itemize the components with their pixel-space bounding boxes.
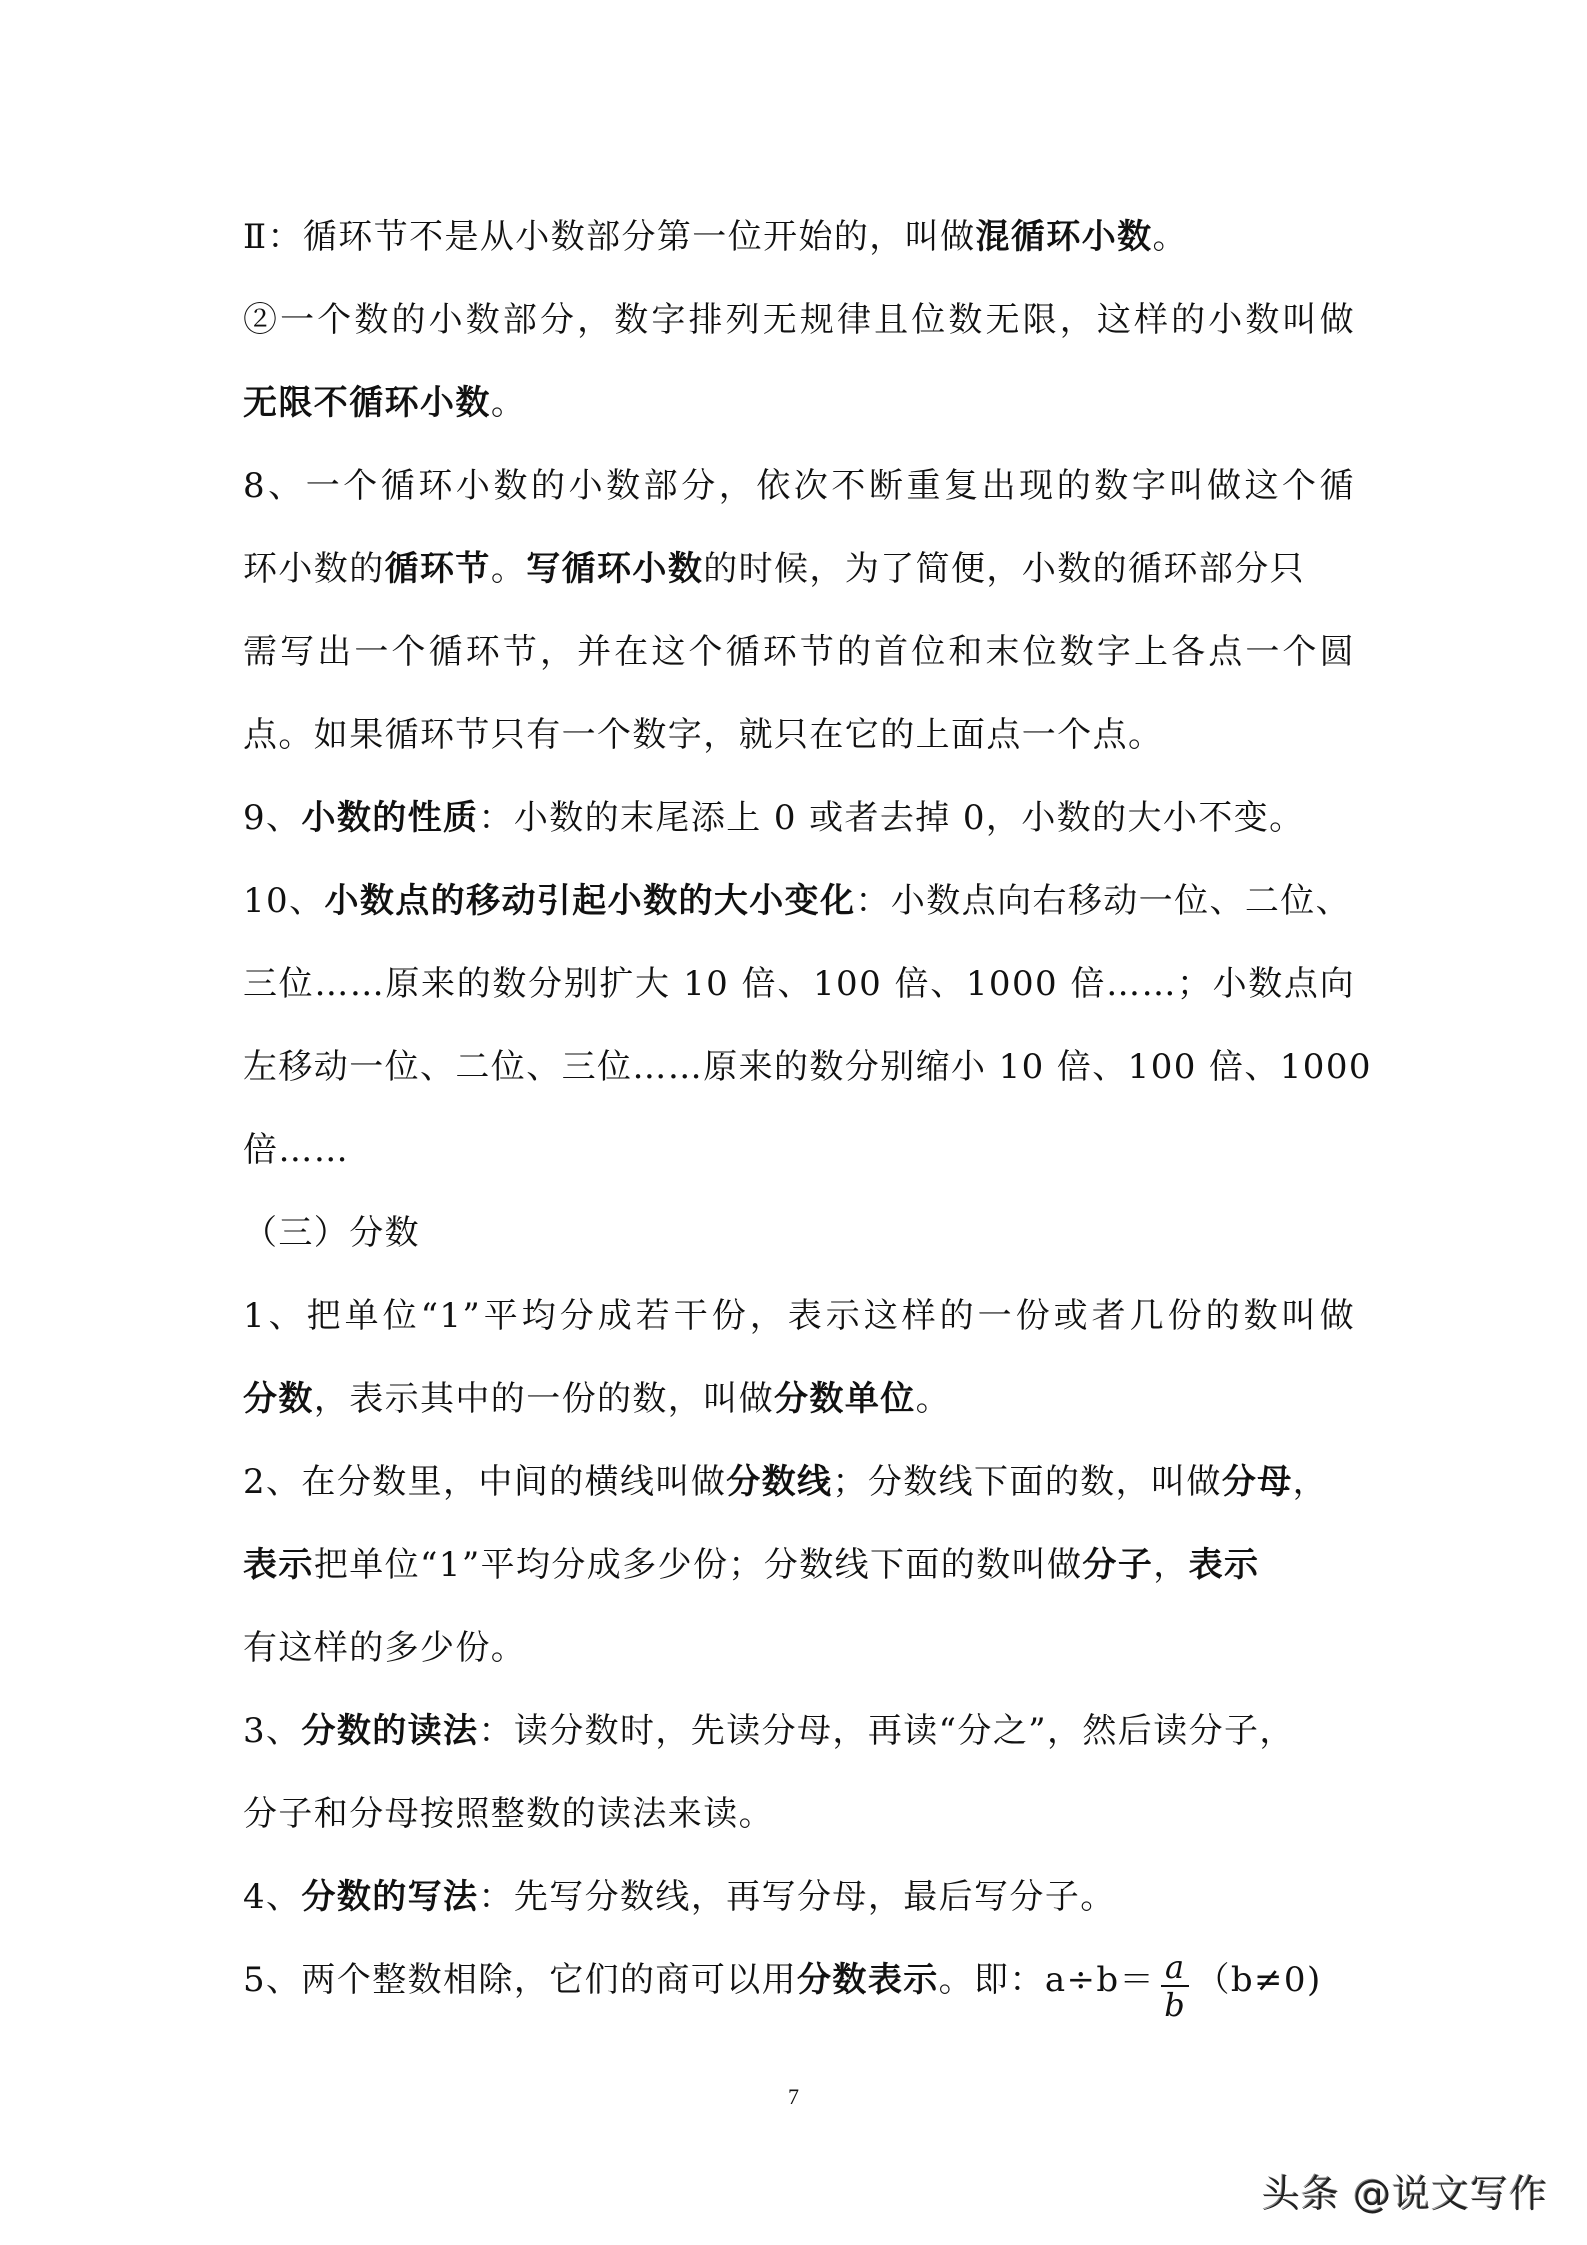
text-line [243, 1524, 1355, 1607]
term-fractional-unit: 分数单位 [774, 1379, 916, 1419]
text: 10、 [243, 881, 325, 921]
term-fraction: 分数 [243, 1379, 314, 1419]
document-body [243, 196, 1372, 2024]
text: 1、把单位“1”平均分成若干份，表示这样的一份或者几份的数叫做 [243, 1296, 1355, 1336]
text-line [243, 1690, 1355, 1773]
text-bold: 表示 [1188, 1545, 1260, 1585]
text-line [243, 611, 1355, 694]
term-fraction-representation: 分数表示 [797, 1960, 939, 2000]
text-line [243, 1441, 1355, 1524]
text: Ⅱ：循环节不是从小数部分第一位开始的，叫做 [243, 217, 976, 257]
text-line [243, 1109, 1355, 1192]
text: ，表示其中的一份的数，叫做 [313, 1379, 775, 1419]
text: 环小数的 [243, 549, 385, 589]
text: 分子和分母按照整数的读法来读。 [243, 1794, 774, 1834]
text: ：先写分数线，再写分母，最后写分子。 [478, 1877, 1116, 1917]
term-denominator: 分母 [1221, 1462, 1293, 1502]
text: 。 [1152, 217, 1188, 257]
text: 3、 [243, 1711, 302, 1751]
text: 。 [490, 383, 527, 423]
text: （b≠0) [1195, 1960, 1322, 2000]
text: ， [1153, 1545, 1189, 1585]
text-line [243, 196, 1355, 279]
text: 5、两个整数相除，它们的商可以用 [243, 1960, 798, 2000]
text-line [243, 528, 1355, 611]
text: 的时候，为了简便，小数的循环部分只 [703, 549, 1306, 589]
heading-fractions: （三）分数 [243, 1213, 420, 1253]
text: 左移动一位、二位、三位……原来的数分别缩小 10 倍、100 倍、1000 [243, 1047, 1372, 1087]
text-line [243, 1358, 1355, 1441]
text: 9、 [243, 798, 302, 838]
numerator: a [1161, 1949, 1189, 1987]
page-number: 7 [788, 2084, 799, 2109]
text: 。即：a÷b＝ [938, 1960, 1155, 2000]
text: ：读分数时，先读分母，再读“分之”，然后读分子， [478, 1711, 1295, 1751]
text-line [243, 1939, 1355, 2022]
term-decimal-point-shift: 小数点的移动引起小数的大小变化 [324, 881, 856, 921]
text: ；分数线下面的数，叫做 [832, 1462, 1222, 1502]
term-writing-fractions: 分数的写法 [301, 1877, 479, 1917]
text: 。 [490, 549, 527, 589]
text: 倍…… [243, 1130, 350, 1170]
text-line [243, 1275, 1355, 1358]
text-line [243, 777, 1355, 860]
text-line [243, 1607, 1355, 1690]
text: 8、一个循环小数的小数部分，依次不断重复出现的数字叫做这个循 [243, 466, 1355, 506]
text-bold: 表示 [243, 1545, 314, 1585]
text-line [243, 860, 1355, 943]
text-line [243, 362, 1355, 445]
text-line [243, 445, 1355, 528]
text-line [243, 1026, 1372, 1109]
term-irrational-decimal: 无限不循环小数 [243, 383, 491, 423]
term-repetend: 循环节 [384, 549, 491, 589]
text: 三位……原来的数分别扩大 10 倍、100 倍、1000 倍……；小数点向 [243, 964, 1355, 1004]
text: 把单位“1”平均分成多少份；分数线下面的数叫做 [313, 1545, 1083, 1585]
text-line [243, 1856, 1355, 1939]
section-heading [243, 1192, 1355, 1275]
text: 有这样的多少份。 [243, 1628, 527, 1668]
text: 点。如果循环节只有一个数字，就只在它的上面点一个点。 [243, 715, 1164, 755]
watermark: 头条 @说文写作 [1262, 2172, 1549, 2216]
term-mixed-repeating-decimal: 混循环小数 [975, 217, 1153, 257]
term-reading-fractions: 分数的读法 [301, 1711, 479, 1751]
text: ②一个数的小数部分，数字排列无规律且位数无限，这样的小数叫做 [243, 300, 1355, 340]
fraction-formula [1161, 1949, 1189, 2023]
text: 2、在分数里，中间的横线叫做 [243, 1462, 727, 1502]
term-write-repeating-decimal: 写循环小数 [526, 549, 704, 589]
text-line [243, 279, 1355, 362]
text-line [243, 1773, 1355, 1856]
text: ：小数的末尾添上 0 或者去掉 0，小数的大小不变。 [478, 798, 1305, 838]
text: 需写出一个循环节，并在这个循环节的首位和末位数字上各点一个圆 [243, 632, 1355, 672]
term-decimal-property: 小数的性质 [301, 798, 479, 838]
text-line [243, 694, 1355, 777]
text: 。 [915, 1379, 952, 1419]
text: ， [1292, 1462, 1329, 1502]
denominator: b [1164, 1986, 1187, 2024]
text-line [243, 943, 1355, 1026]
term-numerator: 分子 [1082, 1545, 1154, 1585]
term-fraction-bar: 分数线 [726, 1462, 833, 1502]
text: ：小数点向右移动一位、二位、 [855, 881, 1352, 921]
text: 4、 [243, 1877, 302, 1917]
